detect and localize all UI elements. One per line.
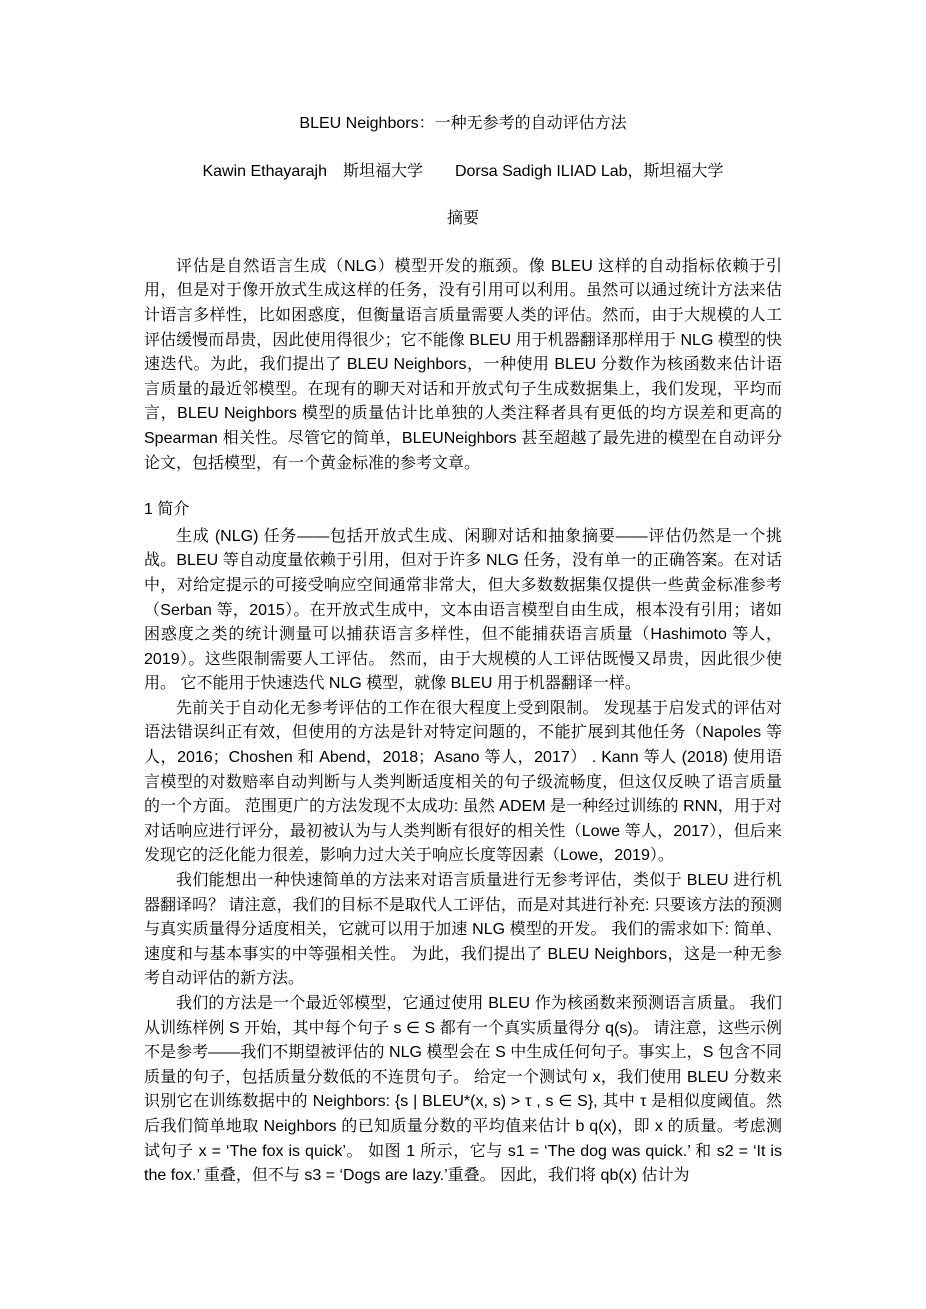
section-1-paragraph-2: 先前关于自动化无参考评估的工作在很大程度上受到限制。 发现基于启发式的评估对语法错误纠正有效，但使用的方法是针对特定问题的，不能扩展到其他任务（Napoles 等人，2016；Choshen 和 Abend，2018；Asano 等人，2017） . Kann 等人 (2018) 使用语言模型的对数赔率自动判断与人类判断适度相关的句子级流畅度，但这仅反映了语言质量的一个方面。 范围更广的方法发现不太成功: 虽然 ADEM 是一种经过训练的 RNN，用于对对话响应进行评分，最初被认为与人类判断有很好的相关性（Lowe 等人，2017），但后来发现它的泛化能力很差，影响力过大关于响应长度等因素（Lowe，2019）。	[144, 699, 782, 865]
section-1-heading: 1 简介	[144, 501, 190, 519]
abstract-heading: 摘要	[446, 210, 479, 228]
authors-line: Kawin Ethayarajh 斯坦福大学 Dorsa Sadigh ILIAD Lab，斯坦福大学	[202, 162, 724, 180]
section-1-paragraph-3: 我们能想出一种快速简单的方法来对语言质量进行无参考评估，类似于 BLEU 进行机器翻译吗？ 请注意，我们的目标不是取代人工评估，而是对其进行补充: 只要该方法的预测与真实质量得分适度相关，它就可以用于加速 NLG 模型的开发。 我们的需求如下: 简单、速度和与基本事实的中等强相关性。 为此，我们提出了 BLEU Neighbors，这是一种无参考自动评估的新方法。	[144, 872, 782, 988]
abstract-paragraph: 评估是自然语言生成（NLG）模型开发的瓶颈。像 BLEU 这样的自动指标依赖于引用，但是对于像开放式生成这样的任务，没有引用可以利用。虽然可以通过统计方法来估计语言多样性，比如困惑度，但衡量语言质量需要人类的评估。然而，由于大规模的人工评估缓慢而昂贵，因此使用得很少；它不能像 BLEU 用于机器翻译那样用于 NLG 模型的快速迭代。为此，我们提出了 BLEU Neighbors，一种使用 BLEU 分数作为核函数来估计语言质量的最近邻模型。在现有的聊天对话和开放式句子生成数据集上，我们发现，平均而言，BLEU Neighbors 模型的质量估计比单独的人类注释者具有更低的均方误差和更高的 Spearman 相关性。尽管它的简单，BLEUNeighbors 甚至超越了最先进的模型在自动评分论文，包括模型，有一个黄金标准的参考文章。	[144, 257, 782, 472]
section-1-paragraph-1: 生成 (NLG) 任务——包括开放式生成、闲聊对话和抽象摘要——评估仍然是一个挑战。BLEU 等自动度量依赖于引用，但对于许多 NLG 任务，没有单一的正确答案。在对话中，对给定提示的可接受响应空间通常非常大，但大多数数据集仅提供一些黄金标准参考（Serban 等，2015）。在开放式生成中，文本由语言模型自由生成，根本没有引用；诸如困惑度之类的统计测量可以捕获语言多样性，但不能捕获语言质量（Hashimoto 等人，2019）。这些限制需要人工评估。 然而，由于大规模的人工评估既慢又昂贵，因此很少使用。 它不能用于快速迭代 NLG 模型，就像 BLEU 用于机器翻译一样。	[144, 527, 782, 693]
section-1-paragraph-4: 我们的方法是一个最近邻模型，它通过使用 BLEU 作为核函数来预测语言质量。 我们从训练样例 S 开始，其中每个句子 s ∈ S 都有一个真实质量得分 q(s)。 请注意，这些示例不是参考——我们不期望被评估的 NLG 模型会在 S 中生成任何句子。事实上，S 包含不同质量的句子，包括质量分数低的不连贯句子。 给定一个测试句 x，我们使用 BLEU 分数来识别它在训练数据中的 Neighbors: {s | BLEU*(x, s) > τ , s ∈ S}, 其中 τ 是相似度阈值。然后我们简单地取 Neighbors 的已知质量分数的平均值来估计 b q(x)，即 x 的质量。考虑测试句子 x = ‘The fox is quick’。 如图 1 所示，它与 s1 = ‘The dog was quick.’ 和 s2 = ‘It is the fox.’ 重叠，但不与 s3 = ‘Dogs are lazy.’重叠。 因此，我们将 qb(x) 估计为	[144, 995, 782, 1185]
paper-title: BLEU Neighbors：一种无参考的自动评估方法	[299, 115, 627, 132]
